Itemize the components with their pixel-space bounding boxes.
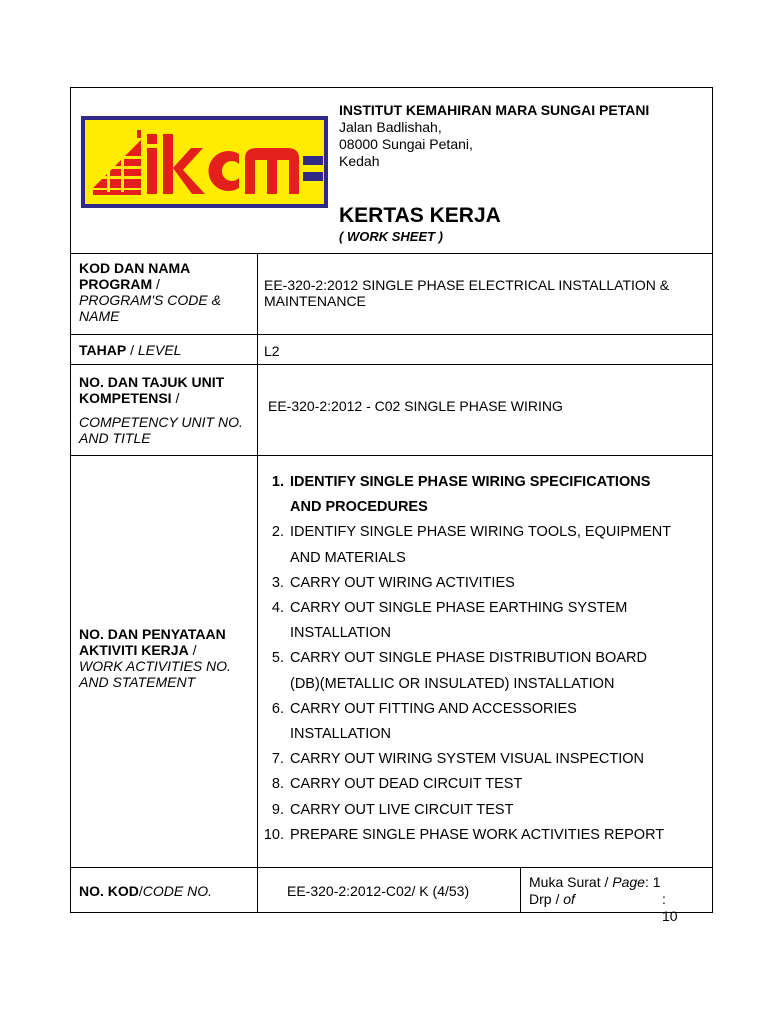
- page-info: [529, 874, 678, 924]
- activity-number: 5.: [271, 650, 284, 667]
- activity-number: 6.: [271, 700, 284, 717]
- competency-value: EE-320-2:2012 - C02 SINGLE PHASE WIRING: [268, 398, 563, 414]
- activity-text: CARRY OUT WIRING ACTIVITIES: [290, 574, 515, 591]
- activity-item: [261, 596, 711, 646]
- page-cell-divider: [520, 868, 521, 913]
- program-label: KOD DAN NAMA PROGRAM / PROGRAM'S CODE & NAME: [79, 260, 221, 324]
- activity-text-continued: AND MATERIALS: [290, 549, 406, 566]
- competency-label: NO. DAN TAJUK UNIT KOMPETENSI / COMPETENCY UNIT NO. AND TITLE: [79, 374, 243, 446]
- address-line-2: 08000 Sungai Petani,: [339, 136, 473, 152]
- activity-number: 3.: [271, 574, 284, 591]
- page-number: Muka Surat / Page: 1: [529, 874, 661, 890]
- activity-item: [261, 747, 711, 772]
- code-value: EE-320-2:2012-C02/ K (4/53): [287, 883, 470, 899]
- institution-name: INSTITUT KEMAHIRAN MARA SUNGAI PETANI: [339, 102, 650, 118]
- activity-item: [261, 470, 711, 520]
- competency-row: [71, 365, 712, 456]
- activity-text: CARRY OUT WIRING SYSTEM VISUAL INSPECTION: [290, 751, 644, 768]
- address-line-1: Jalan Badlishah,: [339, 119, 442, 135]
- activity-number: 4.: [271, 600, 284, 617]
- address-line-3: Kedah: [339, 153, 380, 169]
- activity-number: 2.: [271, 524, 284, 541]
- activity-text: CARRY OUT LIVE CIRCUIT TEST: [290, 801, 514, 818]
- activities-label: NO. DAN PENYATAAN AKTIVITI KERJA / WORK ACTIVITIES NO. AND STATEMENT: [79, 626, 231, 690]
- program-row: [71, 254, 712, 335]
- activity-item: [261, 772, 711, 797]
- activity-text: CARRY OUT SINGLE PHASE EARTHING SYSTEM: [290, 600, 628, 617]
- document-title: KERTAS KERJA: [339, 204, 501, 227]
- activity-text-continued: (DB)(METALLIC OR INSULATED) INSTALLATION: [290, 675, 615, 692]
- activity-text-continued: AND PROCEDURES: [290, 499, 428, 516]
- program-value: EE-320-2:2012 SINGLE PHASE ELECTRICAL INSTALLATION & MAINTENANCE: [264, 277, 670, 309]
- activity-text: CARRY OUT SINGLE PHASE DISTRIBUTION BOARD: [290, 650, 647, 667]
- activity-number: 1.: [271, 474, 284, 490]
- activity-text: CARRY OUT FITTING AND ACCESSORIES: [290, 700, 577, 717]
- activity-text: IDENTIFY SINGLE PHASE WIRING SPECIFICATIONS: [290, 474, 651, 490]
- activity-number: 10.: [263, 826, 284, 843]
- header-row: [71, 88, 712, 254]
- activity-item: [261, 646, 711, 696]
- page-total: Drp / of : 10: [529, 891, 678, 924]
- activity-item: [261, 571, 711, 596]
- activity-item: [261, 697, 711, 747]
- work-activities-list: [261, 470, 711, 848]
- activity-text: CARRY OUT DEAD CIRCUIT TEST: [290, 776, 523, 793]
- activity-item: [261, 823, 711, 848]
- activity-text: PREPARE SINGLE PHASE WORK ACTIVITIES REPORT: [290, 826, 665, 843]
- activity-item: [261, 798, 711, 823]
- level-value: L2: [264, 343, 280, 359]
- activity-number: 8.: [271, 776, 284, 793]
- institution-block: [339, 102, 649, 170]
- activity-number: 7.: [271, 751, 284, 768]
- worksheet-table: [70, 87, 713, 924]
- activity-text-continued: INSTALLATION: [290, 726, 391, 743]
- level-row: [71, 335, 712, 365]
- activity-text: IDENTIFY SINGLE PHASE WIRING TOOLS, EQUIPMENT: [290, 524, 672, 541]
- activity-text-continued: INSTALLATION: [290, 625, 391, 642]
- level-label: TAHAP / LEVEL: [79, 342, 182, 358]
- activity-number: 9.: [271, 801, 284, 818]
- document-title-block: [339, 203, 501, 245]
- code-label: NO. KOD/CODE NO.: [79, 883, 213, 899]
- activity-item: [261, 520, 711, 570]
- column-divider: [257, 254, 258, 913]
- document-subtitle: ( WORK SHEET ): [339, 229, 443, 244]
- ikm-logo: [81, 116, 328, 208]
